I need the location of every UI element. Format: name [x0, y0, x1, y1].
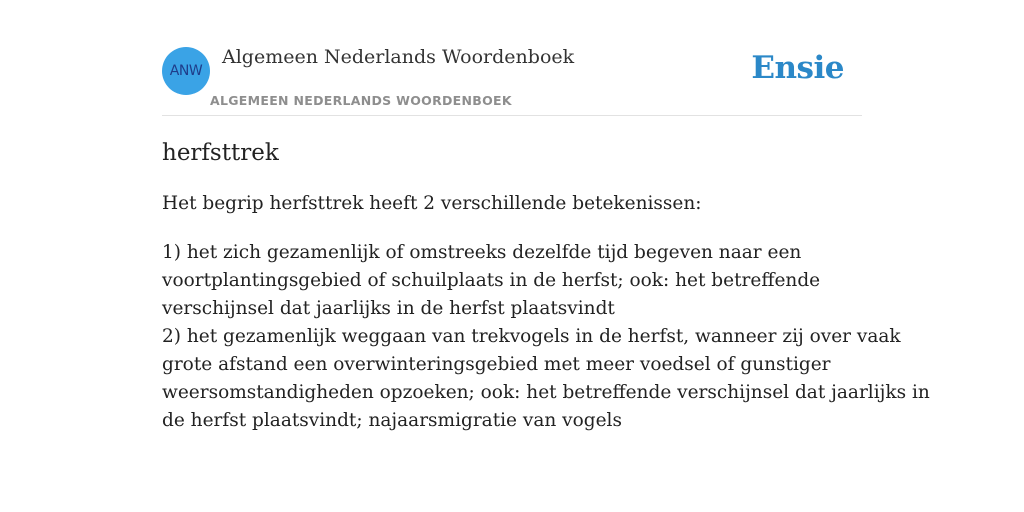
- definitions: [162, 239, 930, 435]
- anw-logo[interactable]: [162, 47, 210, 95]
- definition-line: grote afstand een overwinteringsgebied met meer voedsel of gunstiger: [162, 354, 831, 375]
- source-title[interactable]: Algemeen Nederlands Woordenboek: [222, 46, 575, 68]
- source-header: [162, 0, 862, 116]
- logo-text: ANW: [169, 63, 203, 79]
- entry-intro: Het begrip herfsttrek heeft 2 verschillende betekenissen:: [162, 193, 702, 214]
- ensie-brand-logo[interactable]: Ensie: [751, 50, 844, 86]
- definition-line: weersomstandigheden opzoeken; ook: het betreffende verschijnsel dat jaarlijks in: [162, 382, 930, 403]
- definition-line: de herfst plaatsvindt; najaarsmigratie van vogels: [162, 410, 622, 431]
- definition-line: voortplantingsgebied of schuilplaats in de herfst; ook: het betreffende: [162, 270, 821, 291]
- definition-line: 2) het gezamenlijk weggaan van trekvogels in de herfst, wanneer zij over vaak: [162, 326, 901, 347]
- definition-line: 1) het zich gezamenlijk of omstreeks dezelfde tijd begeven naar een: [162, 242, 802, 263]
- entry-term: herfsttrek: [162, 140, 279, 166]
- source-subtitle: ALGEMEEN NEDERLANDS WOORDENBOEK: [210, 93, 512, 108]
- definition-line: verschijnsel dat jaarlijks in de herfst plaatsvindt: [162, 298, 615, 319]
